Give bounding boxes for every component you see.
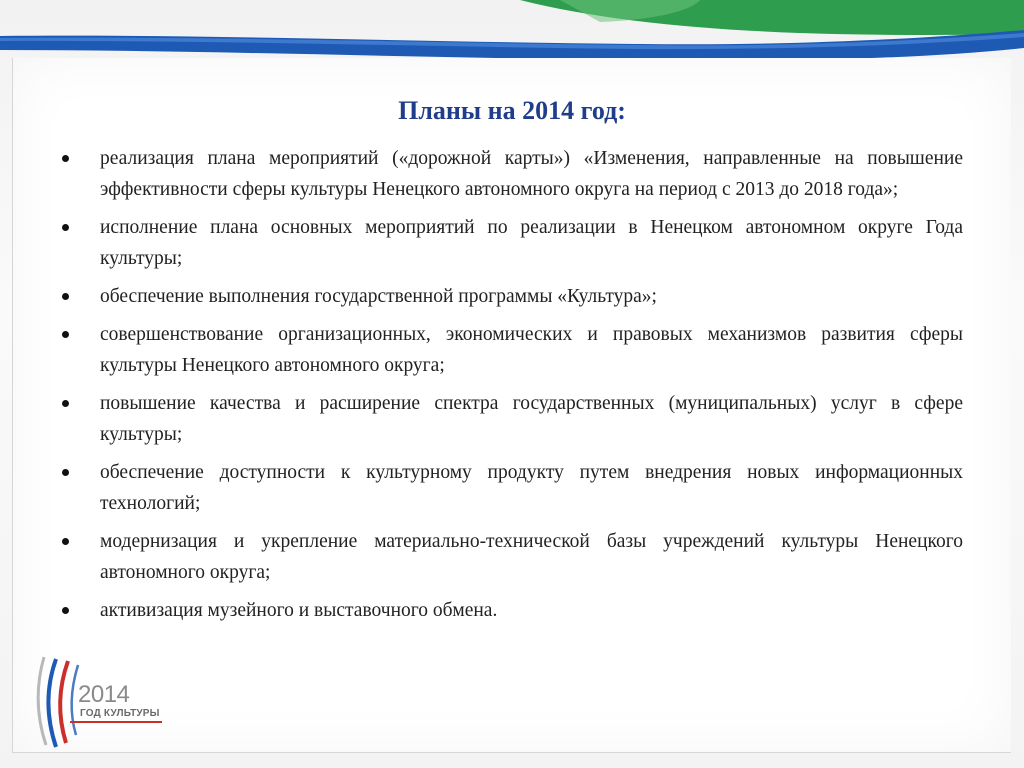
bullet-icon	[62, 538, 69, 545]
bullet-item	[60, 526, 963, 588]
bullet-icon	[62, 400, 69, 407]
bullet-icon	[62, 224, 69, 231]
bullet-text: реализация плана мероприятий («дорожной карты») «Изменения, направленные на повышение эффективности сферы культуры Ненецкого автономного округа на период с 2013 до 2018 года»;	[100, 148, 963, 200]
bullet-item	[60, 595, 963, 626]
bullet-item	[60, 143, 963, 205]
bullet-item	[60, 388, 963, 450]
bullet-text: исполнение плана основных мероприятий по реализации в Ненецком автономном округе Года культуры;	[100, 217, 963, 269]
bullet-icon	[62, 469, 69, 476]
bullet-item	[60, 212, 963, 274]
logo-year: 2014	[78, 681, 130, 708]
bullet-item	[60, 319, 963, 381]
bullet-list	[60, 143, 963, 633]
year-of-culture-logo	[30, 655, 170, 750]
logo-caption: ГОД КУЛЬТУРЫ	[80, 708, 160, 719]
logo-underline	[70, 721, 162, 723]
bullet-item	[60, 457, 963, 519]
bullet-text: обеспечение доступности к культурному продукту путем внедрения новых информационных технологий;	[100, 462, 963, 514]
bullet-icon	[62, 331, 69, 338]
bullet-icon	[62, 155, 69, 162]
slide-title: Планы на 2014 год:	[398, 96, 626, 125]
bullet-icon	[62, 293, 69, 300]
bullet-item	[60, 281, 963, 312]
bullet-icon	[62, 607, 69, 614]
bullet-text: повышение качества и расширение спектра государственных (муниципальных) услуг в сфере культуры;	[100, 393, 963, 445]
bullet-text: совершенствование организационных, экономических и правовых механизмов развития сферы культуры Ненецкого автономного округа;	[100, 324, 963, 376]
bullet-text: активизация музейного и выставочного обмена.	[100, 600, 498, 621]
bullet-text: обеспечение выполнения государственной программы «Культура»;	[100, 286, 657, 307]
bullet-text: модернизация и укрепление материально-технической базы учреждений культуры Ненецкого автономного округа;	[100, 531, 963, 583]
